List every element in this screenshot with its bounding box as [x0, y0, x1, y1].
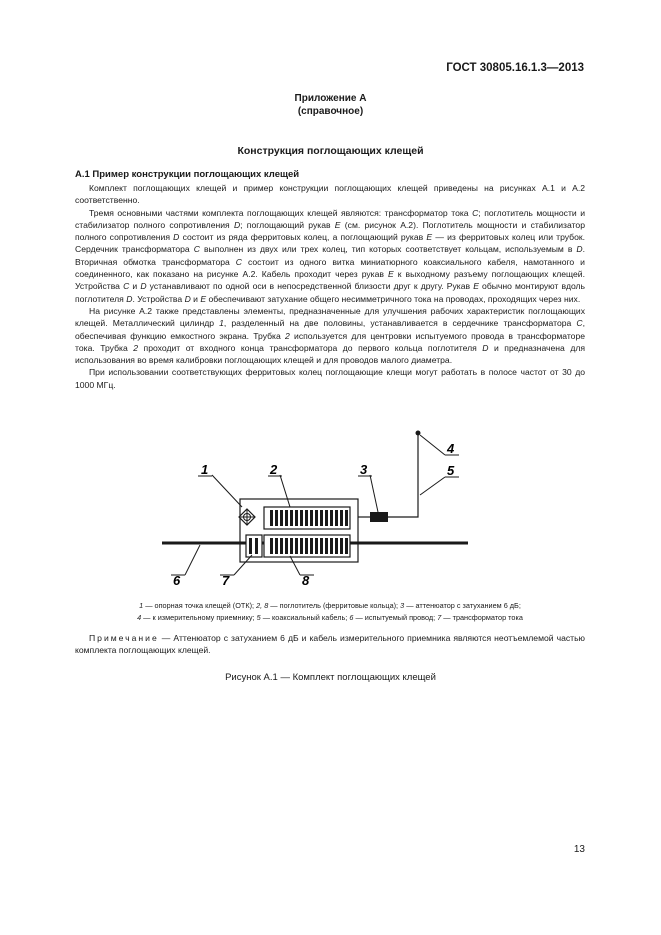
figure-label-2: 2 — [270, 462, 278, 477]
annex-kind: (справочное) — [297, 106, 364, 117]
paragraph-3: На рисунке А.2 также представлены элементы, предназначенные для улучшения рабочих характеристик поглощающих клещей. Металлический цилиндр 1, разделенный на две половины, устанавливается в сердечнике трансформатора C, обеспечивая функцию емкостного экрана. Трубка 2 используется для центровки испытуемого провода в трансформаторе тока. Трубка 2 проходит от входного конца трансформатора до первого кольца поглотителя D и предназначена для использования во время калибровки поглощающих клещей и для проводов малого диаметра. — [75, 305, 586, 366]
reference-point-icon — [239, 509, 255, 525]
figure-label-3: 3 — [360, 462, 368, 477]
paragraph-4: При использовании соответствующих ферритовых колец поглощающие клещи могут работать в полосе частот от 30 до 1000 МГц. — [75, 367, 585, 390]
section-title: Конструкция поглощающих клещей — [237, 145, 424, 157]
figure-label-6: 6 — [173, 573, 181, 588]
document-header: ГОСТ 30805.16.1.3—2013 — [446, 62, 584, 74]
note-label: Примечание — [89, 633, 159, 643]
figure-label-5: 5 — [447, 463, 455, 478]
figure-label-1: 1 — [201, 462, 209, 477]
ferrite-rings-lower — [268, 538, 348, 554]
page-number: 13 — [573, 844, 585, 855]
current-transformer — [246, 535, 262, 557]
figure-note — [75, 632, 585, 657]
figure-label-8: 8 — [302, 573, 310, 588]
figure-a1-diagram — [160, 425, 480, 595]
ferrite-rings-upper — [268, 510, 348, 526]
annex-title: Приложение А — [294, 93, 367, 104]
paragraph-1: Комплект поглощающих клещей и пример конструкции поглощающих клещей приведены на рисунках А.1 и А.2 соответственно. — [75, 183, 585, 206]
receiver-connector — [416, 431, 421, 436]
paragraph-2: Тремя основными частями комплекта поглощающих клещей являются: трансформатор тока C; поглотитель мощности и стабилизатор полного сопротивления D; поглощающий рукав E (см. рисунок А.2). Поглотитель мощности и стабилизатор полного сопротивления D состоит из ряда ферритовых колец, а поглощающий рукав E — из ферритовых колец или трубок. Сердечник трансформатора C выполнен из двух или трех колец, тип которых соответствует кольцам, используемым в D. Вторичная обмотка трансформатора C состоит из одного витка миниатюрного коаксиального кабеля, намотанного и соединенного, как показано на рисунке А.2. Кабель проходит через рукав E к выходному разъему поглощающих клещей. Устройства C и D устанавливают по одной оси в непосредственной близости друг к другу. Рукав E обычно монтируют вдоль поглотителя D. Устройства D и E обеспечивают затухание общего несимметричного тока на проводах, проходящих через них. — [75, 207, 586, 304]
figure-label-7: 7 — [222, 573, 230, 588]
figure-label-4: 4 — [447, 441, 455, 456]
note-text: — Аттенюатор с затуханием 6 дБ и кабель измерительного приемника являются неотъемлемой частью комплекта поглощающих клещей. — [75, 633, 585, 656]
attenuator — [370, 512, 388, 522]
subsection-title: А.1 Пример конструкции поглощающих клещей — [75, 169, 300, 180]
figure-caption: Рисунок А.1 — Комплект поглощающих клещей — [225, 672, 436, 683]
body-text — [75, 182, 585, 391]
figure-legend: 1 — опорная точка клещей (ОТК); 2, 8 — поглотитель (ферритовые кольца); 3 — аттенюатор с затуханием 6 дБ; 4 — к измерительному приемнику; 5 — коаксиальный кабель; 6 — испытуемый провод; 7 — трансформатор тока — [137, 601, 523, 622]
coax-cable — [388, 433, 418, 517]
